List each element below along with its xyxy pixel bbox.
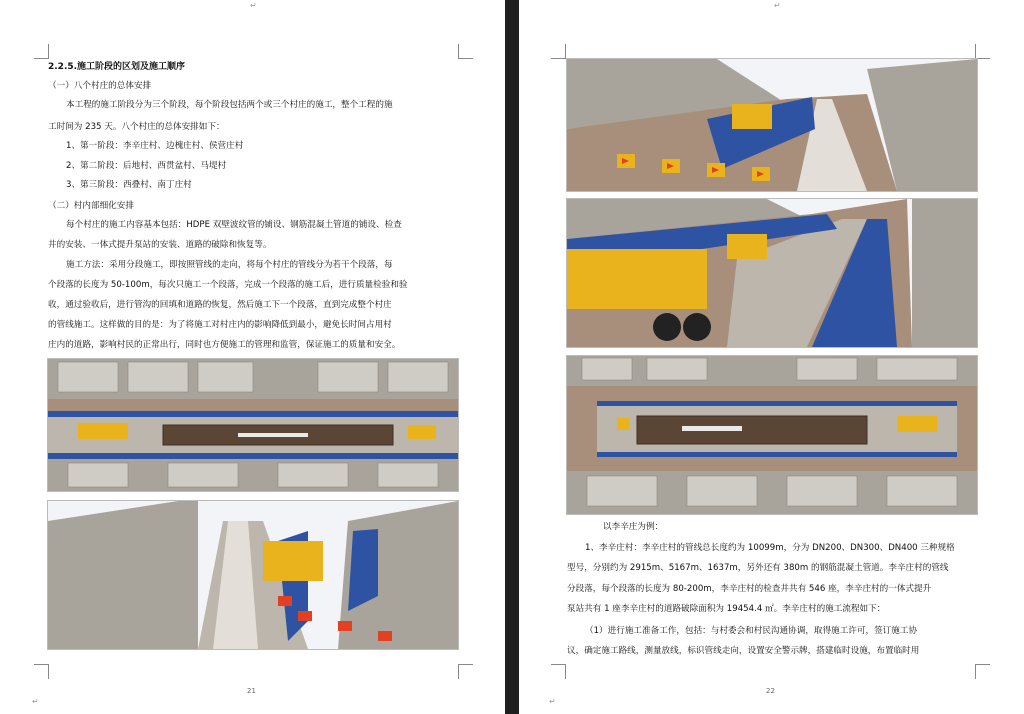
construction-rendering-aerial bbox=[566, 355, 978, 515]
construction-rendering-truck bbox=[566, 198, 978, 348]
stage-item: 1、第一阶段：李辛庄村、边槐庄村、侯营庄村 bbox=[66, 141, 244, 151]
crop-mark bbox=[551, 44, 566, 59]
paragraph-line: 井的安装、一体式提升泵站的安装、道路的破除和恢复等。 bbox=[48, 240, 272, 250]
crop-mark bbox=[34, 44, 49, 59]
subheading-village: （二）村内部细化安排 bbox=[48, 201, 134, 211]
paragraph-line: 施工方法：采用分段施工，即按照管线的走向，将每个村庄的管线分为若干个段落，每 bbox=[66, 260, 393, 270]
paragraph-mark: ↵ bbox=[32, 697, 39, 706]
document-page-left bbox=[0, 0, 505, 714]
document-page-right bbox=[519, 0, 1024, 714]
paragraph-line: 庄内的道路，影响村民的正常出行，同时也方便施工的管理和监管，保证施工的质量和安全。 bbox=[48, 340, 401, 350]
paragraph-mark: ↵ bbox=[549, 697, 556, 706]
construction-rendering-trench bbox=[566, 58, 978, 192]
paragraph-line: 泵站共有 1 座李辛庄村的道路破除面积为 19454.4 ㎡。李辛庄村的施工流程如下： bbox=[567, 604, 886, 614]
paragraph-line: 收，通过验收后，进行管沟的回填和道路的恢复，然后施工下一个段落，直到完成整个村庄 bbox=[48, 300, 392, 310]
paragraph-line: 工时间为 235 天。八个村庄的总体安排如下： bbox=[48, 122, 225, 132]
crop-mark bbox=[975, 44, 990, 59]
paragraph-line: 议，确定施工路线，测量放线，标识管线走向，设置安全警示牌，搭建临时设施，布置临时用 bbox=[567, 646, 920, 656]
paragraph-line: （1）进行施工准备工作，包括：与村委会和村民沟通协调，取得施工许可，签订施工协 bbox=[585, 626, 918, 636]
page-number: 22 bbox=[766, 687, 775, 695]
crop-mark bbox=[975, 664, 990, 679]
paragraph-line: 分段落，每个段落的长度为 80-200m，李辛庄村的检查井共有 546 座，李辛庄村的一体式提升 bbox=[567, 584, 932, 594]
construction-rendering-street bbox=[47, 500, 459, 650]
crop-mark bbox=[458, 664, 473, 679]
crop-mark bbox=[551, 664, 566, 679]
paragraph-line: 本工程的施工阶段分为三个阶段，每个阶段包括两个或三个村庄的施工，整个工程的施 bbox=[66, 100, 393, 110]
stage-item: 2、第二阶段：后地村、西贯盆村、马堤村 bbox=[66, 161, 227, 171]
example-intro: 以李辛庄为例： bbox=[603, 522, 664, 532]
paragraph-line: 每个村庄的施工内容基本包括：HDPE 双壁波纹管的铺设、钢筋混凝土管道的铺设、检查 bbox=[66, 220, 402, 230]
paragraph-line: 1、李辛庄村：李辛庄村的管线总长度约为 10099m，分为 DN200、DN300、DN400 三种规格 bbox=[585, 543, 955, 553]
page-number: 21 bbox=[247, 687, 256, 695]
paragraph-mark: ↵ bbox=[774, 1, 781, 10]
page-gutter bbox=[505, 0, 519, 714]
crop-mark bbox=[34, 664, 49, 679]
construction-rendering-topdown bbox=[47, 358, 459, 492]
stage-item: 3、第三阶段：西叠村、南丁庄村 bbox=[66, 180, 192, 190]
paragraph-line: 型号，分别约为 2915m、5167m、1637m，另外还有 380m 的钢筋混凝土管道。李辛庄村的管线 bbox=[567, 563, 949, 573]
crop-mark bbox=[458, 44, 473, 59]
paragraph-mark: ↵ bbox=[250, 1, 257, 10]
section-heading: 2.2.5.施工阶段的区划及施工顺序 bbox=[48, 62, 186, 72]
subheading-overall: （一）八个村庄的总体安排 bbox=[48, 81, 152, 91]
paragraph-line: 个段落的长度为 50-100m，每次只施工一个段落，完成一个段落的施工后，进行质量检验和验 bbox=[48, 280, 408, 290]
paragraph-line: 的管线施工。这样做的目的是：为了将施工对村庄内的影响降低到最小，避免长时间占用村 bbox=[48, 320, 392, 330]
